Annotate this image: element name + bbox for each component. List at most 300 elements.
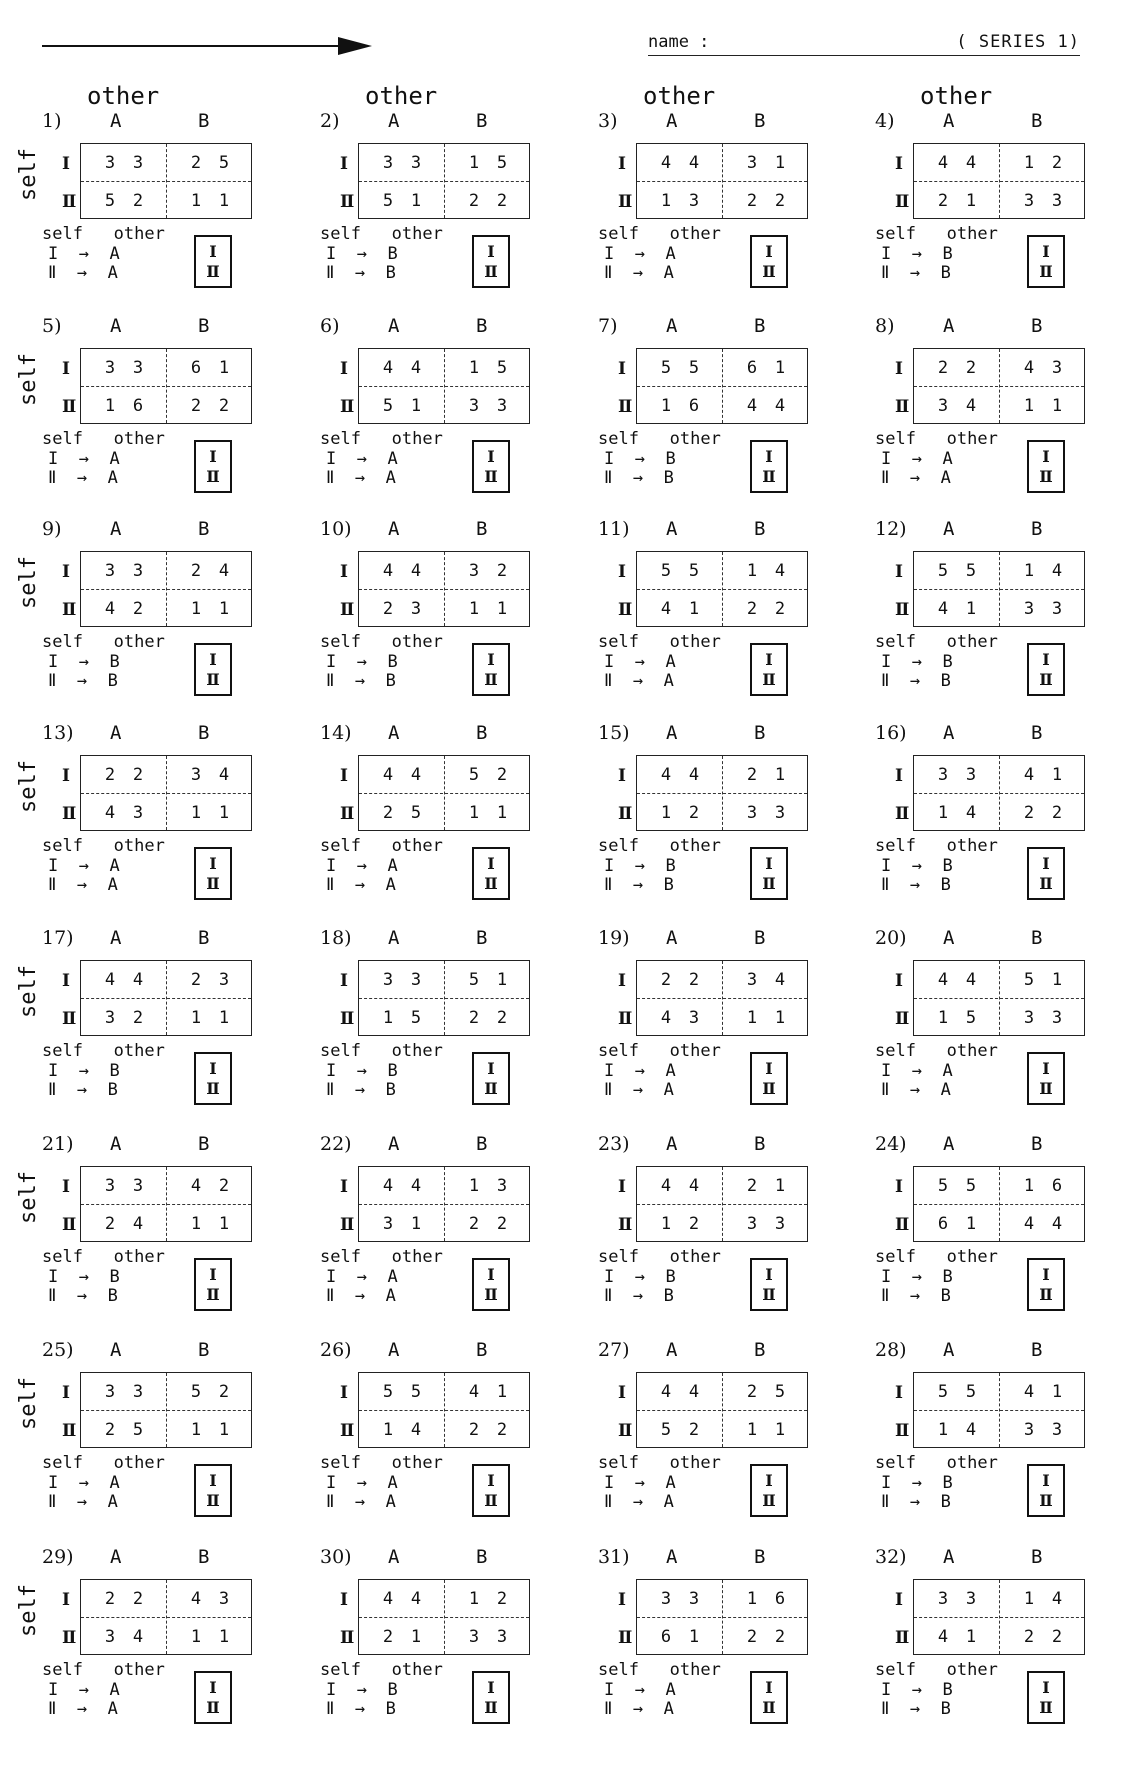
payoff-matrix — [636, 143, 808, 219]
choice-option-2[interactable]: Ⅱ — [1039, 1284, 1053, 1304]
answer-row-1 — [326, 1473, 398, 1493]
other-payoff: 5 — [410, 1382, 422, 1402]
answer-choice: B — [387, 1680, 398, 1700]
choice-option-2[interactable]: Ⅱ — [484, 261, 498, 281]
arrow-icon: → — [354, 1699, 366, 1719]
other-payoff: 1 — [410, 1627, 422, 1647]
arrow-icon: → — [76, 1492, 88, 1512]
choice-box[interactable] — [750, 1258, 788, 1311]
choice-option-2[interactable]: Ⅱ — [484, 873, 498, 893]
problem-number: 6) — [320, 315, 340, 337]
arrow-icon: → — [78, 1473, 89, 1493]
choice-box[interactable] — [1027, 643, 1065, 696]
answer-choice: B — [665, 856, 676, 876]
choice-box[interactable] — [194, 1464, 232, 1517]
problem-1 — [16, 82, 292, 308]
row-2-label: Ⅱ — [895, 192, 910, 212]
choice-option-1[interactable]: I — [209, 1058, 217, 1078]
payoff-matrix — [913, 960, 1085, 1036]
answer-row-1 — [604, 1473, 676, 1493]
choice-option-2[interactable]: Ⅱ — [762, 1697, 776, 1717]
other-payoff: 4 — [965, 803, 977, 823]
self-payoff: 1 — [746, 1589, 758, 1609]
choice-option-2[interactable]: Ⅱ — [762, 261, 776, 281]
choice-box[interactable] — [194, 643, 232, 696]
column-a-label: A — [110, 1133, 122, 1155]
self-heading: self — [16, 148, 41, 201]
self-payoff: 3 — [104, 561, 116, 581]
payoff-cell-1b — [167, 1580, 253, 1618]
choice-option-2[interactable]: Ⅱ — [1039, 669, 1053, 689]
self-payoff: 3 — [1023, 191, 1035, 211]
choice-option-1[interactable]: I — [209, 853, 217, 873]
answer-heading: self other — [42, 1247, 165, 1267]
choice-option-2[interactable]: Ⅱ — [762, 669, 776, 689]
row-1-label: I — [326, 1473, 337, 1493]
choice-box[interactable] — [1027, 1258, 1065, 1311]
column-b-label: B — [1031, 518, 1043, 540]
other-payoff: 4 — [132, 1214, 144, 1234]
choice-option-2[interactable]: Ⅱ — [762, 1078, 776, 1098]
other-payoff: 2 — [965, 358, 977, 378]
self-payoff: 1 — [190, 1627, 202, 1647]
payoff-matrix — [80, 1372, 252, 1448]
choice-box[interactable] — [194, 1671, 232, 1724]
column-a-label: A — [388, 110, 400, 132]
self-payoff: 3 — [468, 561, 480, 581]
other-payoff: 5 — [774, 1382, 786, 1402]
answer-row-2 — [604, 1492, 674, 1512]
choice-box[interactable] — [750, 1671, 788, 1724]
self-payoff: 4 — [746, 396, 758, 416]
problem-24 — [875, 1131, 1125, 1331]
self-payoff: 1 — [190, 1214, 202, 1234]
choice-option-1[interactable]: I — [765, 1677, 773, 1697]
payoff-matrix — [636, 551, 808, 627]
choice-option-1[interactable]: I — [1042, 1264, 1050, 1284]
other-payoff: 3 — [496, 1627, 508, 1647]
choice-option-1[interactable]: I — [209, 241, 217, 261]
answer-choice: B — [385, 1080, 396, 1100]
choice-box[interactable] — [472, 643, 510, 696]
payoff-cell-1b — [723, 144, 809, 182]
column-a-label: A — [388, 1133, 400, 1155]
choice-option-1[interactable]: I — [209, 1264, 217, 1284]
choice-box[interactable] — [472, 440, 510, 493]
choice-option-1[interactable]: I — [487, 1470, 495, 1490]
choice-box[interactable] — [750, 1464, 788, 1517]
choice-box[interactable] — [750, 235, 788, 288]
other-payoff: 1 — [496, 599, 508, 619]
answer-heading: self other — [875, 224, 998, 244]
payoff-cell-1a — [359, 1373, 445, 1411]
column-a-label: A — [110, 110, 122, 132]
self-payoff: 1 — [190, 599, 202, 619]
choice-option-1[interactable]: I — [209, 1470, 217, 1490]
payoff-cell-2a — [914, 590, 1000, 628]
column-a-label: A — [666, 518, 678, 540]
row-2-label: Ⅱ — [881, 671, 890, 691]
other-payoff: 1 — [774, 765, 786, 785]
other-payoff: 4 — [774, 970, 786, 990]
choice-option-2[interactable]: Ⅱ — [1039, 873, 1053, 893]
arrow-icon: → — [356, 244, 367, 264]
arrow-icon: → — [632, 263, 644, 283]
choice-option-2[interactable]: Ⅱ — [484, 1697, 498, 1717]
row-2-label: Ⅱ — [62, 1421, 77, 1441]
choice-box[interactable] — [1027, 847, 1065, 900]
row-1-label: I — [326, 856, 337, 876]
answer-row-2 — [881, 671, 951, 691]
other-payoff: 2 — [496, 191, 508, 211]
payoff-cell-1a — [81, 961, 167, 999]
choice-option-2[interactable]: Ⅱ — [206, 466, 220, 486]
choice-option-2[interactable]: Ⅱ — [1039, 1490, 1053, 1510]
self-heading: self — [16, 1377, 41, 1430]
row-1-label: I — [618, 562, 626, 582]
answer-row-2 — [48, 468, 118, 488]
choice-option-2[interactable]: Ⅱ — [1039, 1697, 1053, 1717]
other-payoff: 6 — [1051, 1176, 1063, 1196]
column-a-label: A — [666, 1546, 678, 1568]
choice-option-2[interactable]: Ⅱ — [762, 1490, 776, 1510]
payoff-cell-1b — [445, 756, 531, 794]
self-payoff: 5 — [382, 1382, 394, 1402]
self-payoff: 2 — [746, 1176, 758, 1196]
choice-option-2[interactable]: Ⅱ — [484, 1078, 498, 1098]
answer-choice: A — [109, 856, 120, 876]
other-payoff: 2 — [132, 1589, 144, 1609]
problem-14 — [320, 720, 570, 920]
payoff-cell-1a — [637, 349, 723, 387]
choice-option-2[interactable]: Ⅱ — [484, 466, 498, 486]
choice-box[interactable] — [472, 1052, 510, 1105]
choice-box[interactable] — [472, 847, 510, 900]
self-payoff: 2 — [190, 561, 202, 581]
other-payoff: 5 — [965, 1008, 977, 1028]
answer-row-1 — [48, 1473, 120, 1493]
other-payoff: 3 — [410, 153, 422, 173]
choice-box[interactable] — [472, 1258, 510, 1311]
payoff-cell-1b — [445, 961, 531, 999]
choice-option-1[interactable]: I — [487, 1677, 495, 1697]
payoff-cell-2a — [81, 1618, 167, 1656]
choice-box[interactable] — [472, 235, 510, 288]
choice-option-1[interactable]: I — [209, 649, 217, 669]
arrow-icon: → — [356, 652, 367, 672]
choice-box[interactable] — [194, 235, 232, 288]
choice-option-2[interactable]: Ⅱ — [206, 873, 220, 893]
self-payoff: 3 — [1023, 1420, 1035, 1440]
row-1-label: I — [326, 244, 337, 264]
column-a-label: A — [110, 1546, 122, 1568]
payoff-cell-2b — [445, 1205, 531, 1243]
answer-heading: self other — [320, 836, 443, 856]
payoff-cell-1b — [167, 1373, 253, 1411]
choice-option-1[interactable]: I — [487, 241, 495, 261]
row-1-label: I — [340, 154, 348, 174]
choice-option-1[interactable]: I — [765, 1264, 773, 1284]
arrow-icon: → — [909, 875, 921, 895]
choice-option-1[interactable]: I — [1042, 1677, 1050, 1697]
choice-option-2[interactable]: Ⅱ — [206, 669, 220, 689]
column-b-label: B — [198, 722, 210, 744]
row-1-label: I — [604, 244, 615, 264]
self-payoff: 4 — [190, 1589, 202, 1609]
choice-option-1[interactable]: I — [765, 649, 773, 669]
payoff-cell-2a — [81, 590, 167, 628]
column-b-label: B — [754, 927, 766, 949]
row-2-label: Ⅱ — [618, 1628, 633, 1648]
other-heading: other — [365, 82, 438, 110]
arrow-icon: → — [76, 875, 88, 895]
choice-option-1[interactable]: I — [1042, 241, 1050, 261]
choice-box[interactable] — [194, 440, 232, 493]
row-2-label: Ⅱ — [618, 1215, 633, 1235]
choice-box[interactable] — [1027, 1052, 1065, 1105]
answer-row-1 — [881, 652, 953, 672]
arrow-icon: → — [911, 652, 922, 672]
self-payoff: 5 — [190, 1382, 202, 1402]
payoff-cell-1a — [637, 1373, 723, 1411]
self-payoff: 1 — [937, 803, 949, 823]
choice-option-2[interactable]: Ⅱ — [762, 466, 776, 486]
payoff-matrix — [913, 755, 1085, 831]
choice-option-1[interactable]: I — [765, 853, 773, 873]
self-payoff: 1 — [190, 803, 202, 823]
choice-option-1[interactable]: I — [487, 649, 495, 669]
payoff-matrix — [636, 755, 808, 831]
row-1-label: I — [340, 766, 348, 786]
choice-box[interactable] — [472, 1671, 510, 1724]
payoff-cell-1a — [81, 349, 167, 387]
self-payoff: 4 — [382, 765, 394, 785]
column-a-label: A — [388, 927, 400, 949]
problem-number: 8) — [875, 315, 895, 337]
other-payoff: 2 — [218, 1176, 230, 1196]
choice-option-1[interactable]: I — [487, 1058, 495, 1078]
answer-heading: self other — [42, 836, 165, 856]
choice-box[interactable] — [194, 1052, 232, 1105]
choice-option-1[interactable]: I — [765, 446, 773, 466]
payoff-matrix — [913, 1166, 1085, 1242]
choice-option-2[interactable]: Ⅱ — [1039, 466, 1053, 486]
payoff-cell-1a — [914, 1167, 1000, 1205]
choice-option-2[interactable]: Ⅱ — [484, 1490, 498, 1510]
answer-row-1 — [48, 856, 120, 876]
choice-box[interactable] — [194, 1258, 232, 1311]
payoff-cell-2a — [359, 1205, 445, 1243]
other-payoff: 1 — [965, 1627, 977, 1647]
answer-choice: A — [665, 1061, 676, 1081]
payoff-cell-1b — [723, 552, 809, 590]
answer-choice: B — [107, 1080, 118, 1100]
arrow-icon: → — [76, 263, 88, 283]
arrow-icon: → — [909, 263, 921, 283]
row-2-label: Ⅱ — [340, 600, 355, 620]
answer-row-1 — [326, 1061, 398, 1081]
answer-row-2 — [48, 263, 118, 283]
choice-option-1[interactable]: I — [487, 853, 495, 873]
row-2-label: Ⅱ — [604, 1492, 613, 1512]
answer-heading: self other — [875, 1041, 998, 1061]
choice-box[interactable] — [1027, 440, 1065, 493]
choice-option-2[interactable]: Ⅱ — [1039, 261, 1053, 281]
choice-box[interactable] — [472, 1464, 510, 1517]
problem-number: 15) — [598, 722, 630, 744]
other-payoff: 1 — [774, 1008, 786, 1028]
problem-17 — [16, 925, 292, 1125]
row-1-label: I — [48, 1061, 59, 1081]
row-2-label: Ⅱ — [48, 263, 57, 283]
choice-option-1[interactable]: I — [487, 446, 495, 466]
choice-box[interactable] — [750, 440, 788, 493]
name-field[interactable] — [648, 30, 1080, 56]
choice-option-2[interactable]: Ⅱ — [484, 669, 498, 689]
arrow-icon: → — [356, 1680, 367, 1700]
other-payoff: 2 — [132, 1008, 144, 1028]
answer-choice: B — [940, 671, 951, 691]
choice-option-2[interactable]: Ⅱ — [206, 1284, 220, 1304]
other-payoff: 3 — [218, 970, 230, 990]
other-payoff: 2 — [1051, 153, 1063, 173]
problem-number: 21) — [42, 1133, 74, 1155]
row-1-label: I — [618, 1590, 626, 1610]
answer-choice: B — [109, 1267, 120, 1287]
choice-option-1[interactable]: I — [765, 1058, 773, 1078]
other-payoff: 5 — [410, 1008, 422, 1028]
arrow-icon: → — [354, 1492, 366, 1512]
choice-option-1[interactable]: I — [209, 446, 217, 466]
choice-option-2[interactable]: Ⅱ — [206, 1697, 220, 1717]
choice-option-2[interactable]: Ⅱ — [206, 1490, 220, 1510]
choice-box[interactable] — [750, 1052, 788, 1105]
payoff-cell-1b — [445, 1373, 531, 1411]
answer-row-1 — [326, 652, 398, 672]
answer-row-2 — [326, 671, 396, 691]
payoff-matrix — [358, 755, 530, 831]
choice-option-2[interactable]: Ⅱ — [206, 261, 220, 281]
answer-choice: B — [942, 244, 953, 264]
payoff-cell-2a — [637, 387, 723, 425]
other-payoff: 4 — [965, 396, 977, 416]
answer-row-2 — [326, 1492, 396, 1512]
choice-option-1[interactable]: I — [1042, 446, 1050, 466]
problem-number: 17) — [42, 927, 74, 949]
choice-option-1[interactable]: I — [487, 1264, 495, 1284]
choice-option-1[interactable]: I — [765, 1470, 773, 1490]
answer-choice: A — [665, 1680, 676, 1700]
row-2-label: Ⅱ — [895, 397, 910, 417]
row-2-label: Ⅱ — [618, 600, 633, 620]
payoff-cell-2a — [359, 590, 445, 628]
row-1-label: I — [881, 856, 892, 876]
payoff-cell-2b — [723, 794, 809, 832]
other-payoff: 3 — [132, 153, 144, 173]
other-payoff: 1 — [218, 803, 230, 823]
row-2-label: Ⅱ — [48, 468, 57, 488]
payoff-cell-2a — [359, 999, 445, 1037]
answer-row-2 — [604, 263, 674, 283]
other-payoff: 4 — [410, 561, 422, 581]
choice-option-1[interactable]: I — [1042, 853, 1050, 873]
row-1-label: I — [618, 1177, 626, 1197]
self-payoff: 1 — [660, 396, 672, 416]
choice-box[interactable] — [750, 643, 788, 696]
arrow-icon: → — [354, 468, 366, 488]
choice-option-1[interactable]: I — [765, 241, 773, 261]
self-payoff: 2 — [468, 1420, 480, 1440]
choice-option-2[interactable]: Ⅱ — [1039, 1078, 1053, 1098]
choice-option-1[interactable]: I — [1042, 1058, 1050, 1078]
payoff-cell-2b — [723, 182, 809, 220]
other-payoff: 5 — [496, 153, 508, 173]
choice-box[interactable] — [750, 847, 788, 900]
self-payoff: 2 — [382, 1627, 394, 1647]
payoff-cell-2b — [167, 1205, 253, 1243]
answer-row-2 — [48, 1699, 118, 1719]
choice-option-2[interactable]: Ⅱ — [484, 1284, 498, 1304]
answer-row-1 — [604, 652, 676, 672]
other-payoff: 6 — [774, 1589, 786, 1609]
answer-choice: A — [109, 1680, 120, 1700]
column-b-label: B — [754, 1133, 766, 1155]
answer-choice: B — [663, 468, 674, 488]
other-payoff: 1 — [218, 1627, 230, 1647]
payoff-cell-2b — [445, 590, 531, 628]
column-b-label: B — [198, 927, 210, 949]
payoff-cell-1a — [914, 961, 1000, 999]
answer-choice: A — [663, 263, 674, 283]
column-b-label: B — [1031, 1339, 1043, 1361]
arrow-icon: → — [632, 1699, 644, 1719]
choice-option-2[interactable]: Ⅱ — [762, 1284, 776, 1304]
payoff-cell-1a — [637, 552, 723, 590]
choice-option-2[interactable]: Ⅱ — [206, 1078, 220, 1098]
arrow-icon: → — [632, 1080, 644, 1100]
answer-choice: A — [107, 263, 118, 283]
self-payoff: 2 — [104, 765, 116, 785]
choice-box[interactable] — [194, 847, 232, 900]
other-payoff: 2 — [688, 1214, 700, 1234]
row-2-label: Ⅱ — [326, 1286, 335, 1306]
answer-choice: B — [665, 449, 676, 469]
column-a-label: A — [943, 722, 955, 744]
choice-box[interactable] — [1027, 235, 1065, 288]
choice-option-1[interactable]: I — [1042, 649, 1050, 669]
answer-heading: self other — [42, 1041, 165, 1061]
arrow-icon: → — [634, 1680, 645, 1700]
answer-row-1 — [881, 244, 953, 264]
self-payoff: 2 — [937, 191, 949, 211]
row-1-label: I — [340, 1177, 348, 1197]
problem-number: 14) — [320, 722, 352, 744]
arrow-icon: → — [634, 856, 645, 876]
choice-box[interactable] — [1027, 1464, 1065, 1517]
answer-heading: self other — [42, 1660, 165, 1680]
self-payoff: 2 — [190, 153, 202, 173]
name-underline — [648, 55, 1080, 56]
choice-option-1[interactable]: I — [209, 1677, 217, 1697]
payoff-cell-1b — [1000, 756, 1086, 794]
other-payoff: 2 — [774, 599, 786, 619]
answer-choice: B — [387, 1061, 398, 1081]
choice-option-2[interactable]: Ⅱ — [762, 873, 776, 893]
choice-box[interactable] — [1027, 1671, 1065, 1724]
choice-option-1[interactable]: I — [1042, 1470, 1050, 1490]
payoff-cell-2b — [167, 182, 253, 220]
self-payoff: 1 — [937, 1420, 949, 1440]
